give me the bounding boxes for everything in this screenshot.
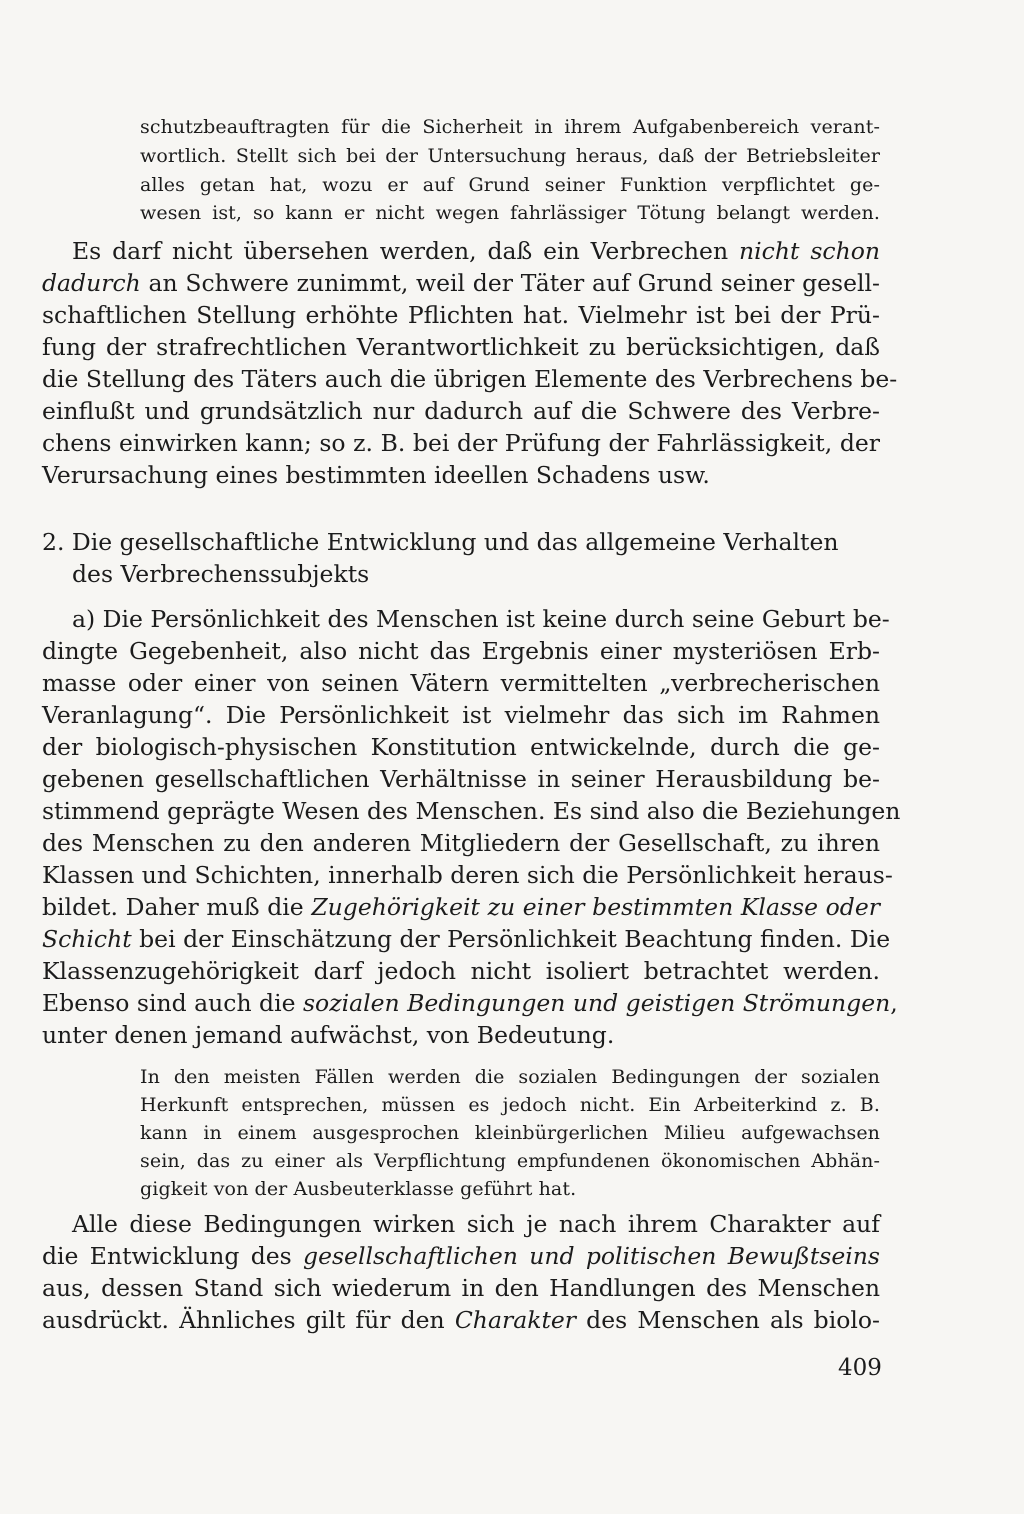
para2-line: des Menschen zu den anderen Mitgliedern der Gesellschaft, zu ihren [42,829,880,857]
para3-line: Alle diese Bedingungen wirken sich je nach ihrem Charakter auf [72,1210,880,1238]
para3-line: ausdrückt. Ähnliches gilt für den Charakter des Menschen als biolo- [42,1306,880,1334]
para1-line: die Stellung des Täters auch die übrigen Elemente des Verbrechens be- [42,365,898,393]
para3-line: aus, dessen Stand sich wiederum in den Handlungen des Menschen [42,1274,880,1302]
para1-line: Verursachung eines bestimmten ideellen Schadens usw. [42,461,710,489]
para2-line: masse oder einer von seinen Vätern vermittelten „verbrecherischen [42,669,880,697]
para1-line: einflußt und grundsätzlich nur dadurch auf die Schwere des Verbre- [42,397,880,425]
heading-line-2: des Verbrechenssubjekts [72,560,370,588]
para2-line: stimmend geprägte Wesen des Menschen. Es sind also die Beziehungen [42,797,901,825]
para1-line: fung der strafrechtlichen Verantwortlichkeit zu berücksichtigen, daß [42,333,880,361]
para2-line: gebenen gesellschaftlichen Verhältnisse in seiner Herausbildung be- [42,765,880,793]
note2-line: kann in einem ausgesprochen kleinbürgerlichen Milieu aufgewachsen [140,1122,880,1144]
para2-line: a) Die Persönlichkeit des Menschen ist keine durch seine Geburt be- [72,605,890,633]
para2-line: der biologisch-physischen Konstitution entwickelnde, durch die ge- [42,733,880,761]
note1-line: wesen ist, so kann er nicht wegen fahrlässiger Tötung belangt werden. [140,202,880,224]
note1-line: alles getan hat, wozu er auf Grund seiner Funktion verpflichtet ge- [140,174,880,196]
para1-line: dadurch an Schwere zunimmt, weil der Täter auf Grund seiner gesell- [42,269,880,297]
para2-line: Klassen und Schichten, innerhalb deren sich die Persönlichkeit heraus- [42,861,893,889]
para2-line: Schicht bei der Einschätzung der Persönlichkeit Beachtung finden. Die [42,925,891,953]
para1-line: Es darf nicht übersehen werden, daß ein Verbrechen nicht schon [72,237,880,265]
para2-line: unter denen jemand aufwächst, von Bedeutung. [42,1021,615,1049]
note1-line: schutzbeauftragten für die Sicherheit in ihrem Aufgabenbereich verant- [140,116,880,138]
para2-line: Klassenzugehörigkeit darf jedoch nicht isoliert betrachtet werden. [42,957,880,985]
para2-line: dingte Gegebenheit, also nicht das Ergebnis einer mysteriösen Erb- [42,637,880,665]
para1-line: chens einwirken kann; so z. B. bei der Prüfung der Fahrlässigkeit, der [42,429,880,457]
note2-line: Herkunft entsprechen, müssen es jedoch nicht. Ein Arbeiterkind z. B. [140,1094,880,1116]
note2-line: In den meisten Fällen werden die sozialen Bedingungen der sozialen [140,1066,880,1088]
para2-line: Ebenso sind auch die sozialen Bedingungen und geistigen Strömungen, [42,989,898,1017]
note2-line: sein, das zu einer als Verpflichtung empfundenen ökonomischen Abhän- [140,1150,880,1172]
heading-line-1: 2. Die gesellschaftliche Entwicklung und das allgemeine Verhalten [42,528,839,556]
para3-line: die Entwicklung des gesellschaftlichen und politischen Bewußtseins [42,1242,880,1270]
page-number: 409 [838,1355,882,1381]
para2-line: bildet. Daher muß die Zugehörigkeit zu einer bestimmten Klasse oder [42,893,880,921]
para2-line: Veranlagung“. Die Persönlichkeit ist vielmehr das sich im Rahmen [42,701,880,729]
note2-line: gigkeit von der Ausbeuterklasse geführt hat. [140,1178,577,1200]
para1-line: schaftlichen Stellung erhöhte Pflichten hat. Vielmehr ist bei der Prü- [42,301,880,329]
note1-line: wortlich. Stellt sich bei der Untersuchung heraus, daß der Betriebsleiter [140,145,880,167]
